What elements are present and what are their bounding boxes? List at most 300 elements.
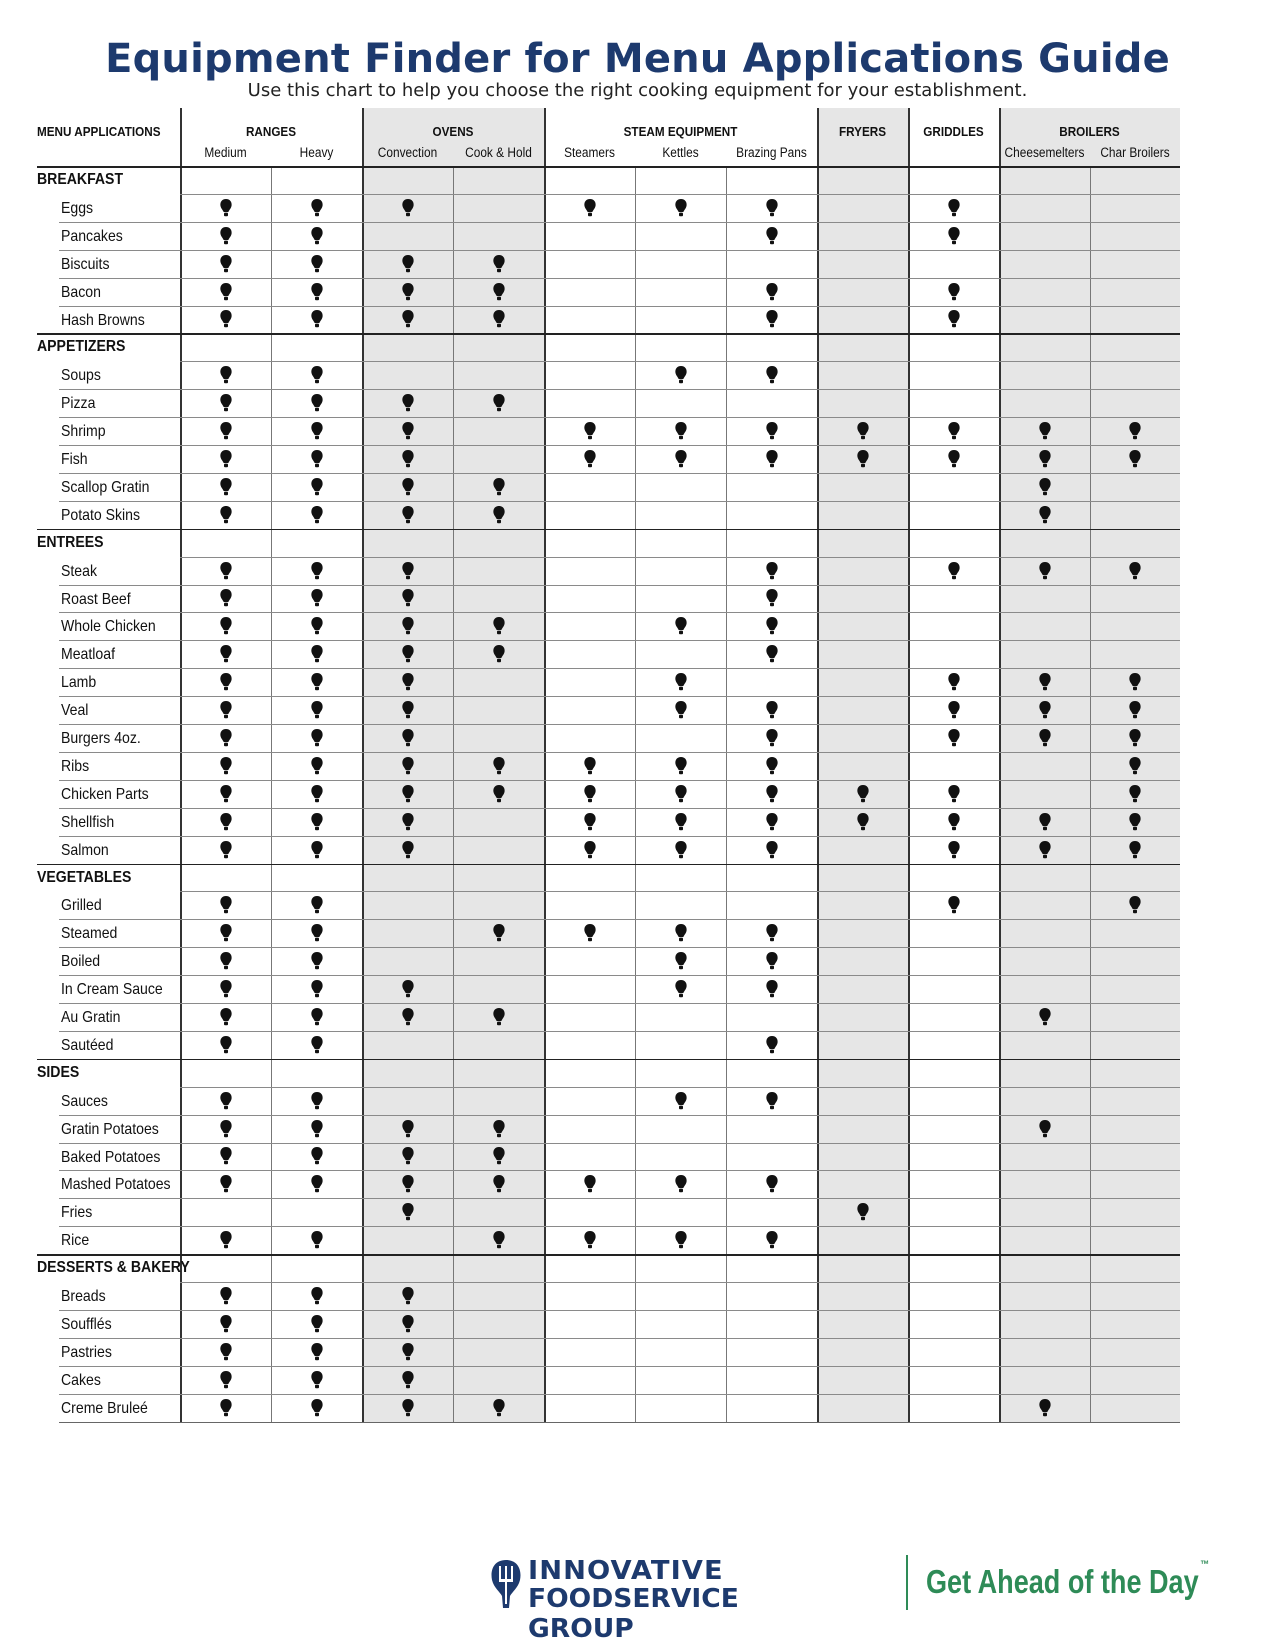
bulb-marker-icon <box>765 1035 779 1055</box>
bulb-marker-icon <box>310 812 324 832</box>
row-rule <box>59 668 1180 669</box>
bulb-marker-icon <box>219 1342 233 1362</box>
bulb-marker-icon <box>583 421 597 441</box>
bulb-marker-icon <box>401 1314 415 1334</box>
bulb-marker-icon <box>674 1174 688 1194</box>
row-rule <box>59 1115 1180 1116</box>
bulb-marker-icon <box>765 840 779 860</box>
bulb-marker-icon <box>856 784 870 804</box>
bulb-marker-icon <box>674 198 688 218</box>
bulb-marker-icon <box>765 728 779 748</box>
row-rule <box>59 585 1180 586</box>
section-heading: ENTREES <box>37 533 104 551</box>
row-rule <box>59 696 1180 697</box>
column-line <box>271 166 272 1422</box>
bulb-marker-icon <box>219 421 233 441</box>
tagline <box>926 1559 1210 1601</box>
row-rule <box>59 1031 1180 1032</box>
bulb-marker-icon <box>947 198 961 218</box>
row-label: Eggs <box>61 199 94 217</box>
bulb-marker-icon <box>219 672 233 692</box>
section-heading: BREAKFAST <box>37 171 124 188</box>
row-rule <box>59 278 1180 279</box>
bulb-marker-icon <box>401 421 415 441</box>
bulb-marker-icon <box>310 756 324 776</box>
row-label: Baked Potatoes <box>61 1148 161 1166</box>
bulb-marker-icon <box>219 449 233 469</box>
bulb-marker-icon <box>219 951 233 971</box>
bulb-marker-icon <box>310 1119 324 1139</box>
bulb-marker-icon <box>219 1035 233 1055</box>
footer-divider <box>906 1555 908 1610</box>
bulb-marker-icon <box>674 979 688 999</box>
row-label: Sauces <box>61 1092 108 1110</box>
bulb-marker-icon <box>947 421 961 441</box>
row-label: Potato Skins <box>61 506 141 524</box>
header-group-ovens: OVENS <box>432 124 474 139</box>
row-label: Creme Bruleé <box>61 1399 148 1417</box>
bulb-marker-icon <box>219 923 233 943</box>
bulb-marker-icon <box>856 449 870 469</box>
bulb-marker-icon <box>401 728 415 748</box>
bulb-marker-icon <box>401 644 415 664</box>
bulb-marker-icon <box>674 840 688 860</box>
bulb-marker-icon <box>219 198 233 218</box>
bulb-marker-icon <box>947 226 961 246</box>
bulb-marker-icon <box>310 644 324 664</box>
header-group-griddles: GRIDDLES <box>923 124 984 139</box>
bulb-marker-icon <box>219 979 233 999</box>
section-rule <box>37 1254 1180 1256</box>
bulb-marker-icon <box>1128 672 1142 692</box>
bulb-marker-icon <box>310 449 324 469</box>
bulb-marker-icon <box>219 1146 233 1166</box>
bulb-marker-icon <box>674 421 688 441</box>
bulb-marker-icon <box>765 951 779 971</box>
row-rule <box>59 1198 1180 1199</box>
bulb-marker-icon <box>492 616 506 636</box>
row-rule <box>59 1003 1180 1004</box>
bulb-marker-icon <box>492 1230 506 1250</box>
bulb-marker-icon <box>674 365 688 385</box>
bulb-marker-icon <box>1038 449 1052 469</box>
row-label: Pizza <box>61 395 96 413</box>
bulb-marker-icon <box>1128 756 1142 776</box>
bulb-marker-icon <box>765 198 779 218</box>
bulb-marker-icon <box>310 923 324 943</box>
bulb-marker-icon <box>765 226 779 246</box>
bulb-marker-icon <box>401 1342 415 1362</box>
row-label: Cakes <box>61 1371 101 1389</box>
bulb-marker-icon <box>401 756 415 776</box>
bulb-marker-icon <box>310 198 324 218</box>
bulb-marker-icon <box>310 1286 324 1306</box>
bulb-marker-icon <box>219 282 233 302</box>
bulb-marker-icon <box>1128 840 1142 860</box>
bulb-marker-icon <box>1038 421 1052 441</box>
bulb-marker-icon <box>310 477 324 497</box>
row-label: Grilled <box>61 897 102 915</box>
row-rule <box>59 473 1180 474</box>
bulb-marker-icon <box>492 784 506 804</box>
bulb-marker-icon <box>219 1091 233 1111</box>
header-group-broilers: BROILERS <box>1059 124 1120 139</box>
bulb-marker-icon <box>219 1398 233 1418</box>
bulb-marker-icon <box>947 309 961 329</box>
bulb-marker-icon <box>401 561 415 581</box>
bulb-marker-icon <box>492 1146 506 1166</box>
bulb-marker-icon <box>401 254 415 274</box>
row-rule <box>180 361 1180 362</box>
row-label: Whole Chicken <box>61 618 156 636</box>
row-label: Gratin Potatoes <box>61 1120 159 1138</box>
bulb-marker-icon <box>219 895 233 915</box>
column-line <box>453 166 454 1422</box>
bulb-marker-icon <box>401 1370 415 1390</box>
bulb-marker-icon <box>765 616 779 636</box>
row-label: Rice <box>61 1232 90 1250</box>
row-label: Salmon <box>61 841 109 859</box>
header-sub-convection: Convection <box>377 145 438 160</box>
bulb-marker-icon <box>765 700 779 720</box>
bulb-marker-icon <box>674 756 688 776</box>
bulb-marker-icon <box>1128 728 1142 748</box>
bulb-marker-icon <box>1038 1007 1052 1027</box>
row-rule <box>59 919 1180 920</box>
row-rule <box>59 389 1180 390</box>
bulb-marker-icon <box>492 756 506 776</box>
bulb-marker-icon <box>583 784 597 804</box>
bulb-marker-icon <box>856 1202 870 1222</box>
bulb-marker-icon <box>492 1398 506 1418</box>
row-label: Meatloaf <box>61 646 116 664</box>
bulb-marker-icon <box>765 588 779 608</box>
bulb-marker-icon <box>219 1286 233 1306</box>
bulb-marker-icon <box>1038 700 1052 720</box>
bulb-marker-icon <box>219 700 233 720</box>
bulb-marker-icon <box>674 672 688 692</box>
bulb-marker-icon <box>219 1314 233 1334</box>
row-rule <box>59 808 1180 809</box>
bulb-marker-icon <box>401 309 415 329</box>
section-heading: APPETIZERS <box>37 338 126 356</box>
row-rule <box>59 1366 1180 1367</box>
header-rule <box>37 166 1180 168</box>
column-line <box>635 166 636 1422</box>
bulb-marker-icon <box>401 1286 415 1306</box>
header-group-fryers: FRYERS <box>838 124 887 139</box>
bulb-marker-icon <box>765 1230 779 1250</box>
row-rule <box>180 1282 1180 1283</box>
row-rule <box>59 1422 1180 1423</box>
bulb-marker-icon <box>219 644 233 664</box>
row-label: Mashed Potatoes <box>61 1176 171 1194</box>
bulb-marker-icon <box>219 1370 233 1390</box>
row-label: Scallop Gratin <box>61 478 150 496</box>
bulb-marker-icon <box>1038 840 1052 860</box>
row-rule <box>59 780 1180 781</box>
bulb-marker-icon <box>219 226 233 246</box>
bulb-marker-icon <box>310 728 324 748</box>
row-label: Hash Browns <box>61 311 145 329</box>
bulb-marker-icon <box>674 784 688 804</box>
row-label: Roast Beef <box>61 590 131 608</box>
bulb-marker-icon <box>310 1398 324 1418</box>
bulb-marker-icon <box>583 1174 597 1194</box>
row-label: Au Gratin <box>61 1009 121 1026</box>
bulb-marker-icon <box>310 1370 324 1390</box>
row-rule <box>59 1394 1180 1395</box>
row-label: Boiled <box>61 953 101 971</box>
bulb-marker-icon <box>674 1230 688 1250</box>
bulb-marker-icon <box>401 700 415 720</box>
fork-spoon-icon <box>488 1558 524 1610</box>
row-label: Pastries <box>61 1343 112 1361</box>
row-rule <box>180 194 1180 195</box>
bulb-marker-icon <box>1038 812 1052 832</box>
bulb-marker-icon <box>219 561 233 581</box>
bulb-marker-icon <box>765 812 779 832</box>
bulb-marker-icon <box>310 1174 324 1194</box>
page-title: Equipment Finder for Menu Applications Guide <box>105 36 1170 82</box>
bulb-marker-icon <box>1038 505 1052 525</box>
row-label: Shrimp <box>61 423 106 441</box>
bulb-marker-icon <box>401 505 415 525</box>
bulb-marker-icon <box>674 812 688 832</box>
bulb-marker-icon <box>1038 672 1052 692</box>
bulb-marker-icon <box>219 728 233 748</box>
bulb-marker-icon <box>1038 728 1052 748</box>
bulb-marker-icon <box>401 477 415 497</box>
bulb-marker-icon <box>492 644 506 664</box>
header-sub-char-broilers: Char Broilers <box>1100 145 1170 160</box>
bulb-marker-icon <box>856 421 870 441</box>
logo-text-line2: FOODSERVICE GROUP <box>528 1584 739 1644</box>
bulb-marker-icon <box>947 784 961 804</box>
bulb-marker-icon <box>310 561 324 581</box>
bulb-marker-icon <box>1038 477 1052 497</box>
bulb-marker-icon <box>947 895 961 915</box>
bulb-marker-icon <box>401 1174 415 1194</box>
bulb-marker-icon <box>1038 1119 1052 1139</box>
bulb-marker-icon <box>1128 784 1142 804</box>
bulb-marker-icon <box>1128 812 1142 832</box>
row-rule <box>59 947 1180 948</box>
header-menu-applications: MENU APPLICATIONS <box>37 124 161 139</box>
row-label: Sautéed <box>61 1036 114 1054</box>
bulb-marker-icon <box>219 812 233 832</box>
header-group-steam-equipment: STEAM EQUIPMENT <box>623 124 738 139</box>
row-label: Burgers 4oz. <box>61 730 141 747</box>
bulb-marker-icon <box>947 282 961 302</box>
page-subtitle: Use this chart to help you choose the right cooking equipment for your establishment. <box>247 80 1028 101</box>
column-line <box>726 166 727 1422</box>
bulb-marker-icon <box>310 840 324 860</box>
section-rule <box>37 529 1180 531</box>
row-rule <box>59 501 1180 502</box>
row-rule <box>59 445 1180 446</box>
bulb-marker-icon <box>310 672 324 692</box>
bulb-marker-icon <box>219 393 233 413</box>
bulb-marker-icon <box>219 840 233 860</box>
bulb-marker-icon <box>947 561 961 581</box>
row-rule <box>59 612 1180 613</box>
bulb-marker-icon <box>310 309 324 329</box>
bulb-marker-icon <box>765 421 779 441</box>
header-sub-heavy: Heavy <box>299 145 334 160</box>
row-rule <box>59 222 1180 223</box>
bulb-marker-icon <box>492 282 506 302</box>
row-label: Steamed <box>61 925 118 943</box>
bulb-marker-icon <box>765 561 779 581</box>
header-sub-brazing-pans: Brazing Pans <box>736 145 807 160</box>
bulb-marker-icon <box>310 1091 324 1111</box>
bulb-marker-icon <box>401 784 415 804</box>
row-label: Shellfish <box>61 813 115 831</box>
row-rule <box>59 724 1180 725</box>
bulb-marker-icon <box>401 1007 415 1027</box>
bulb-marker-icon <box>947 449 961 469</box>
bulb-marker-icon <box>583 923 597 943</box>
header-sub-medium: Medium <box>204 145 247 160</box>
bulb-marker-icon <box>1038 561 1052 581</box>
bulb-marker-icon <box>310 1035 324 1055</box>
row-rule <box>59 1170 1180 1171</box>
bulb-marker-icon <box>492 477 506 497</box>
bulb-marker-icon <box>310 505 324 525</box>
row-label: Veal <box>61 702 89 720</box>
bulb-marker-icon <box>401 588 415 608</box>
bulb-marker-icon <box>492 393 506 413</box>
row-rule <box>59 306 1180 307</box>
bulb-marker-icon <box>1128 421 1142 441</box>
row-label: Fries <box>61 1204 93 1222</box>
row-rule <box>59 250 1180 251</box>
header-sub-cheesemelters: Cheesemelters <box>1004 145 1085 160</box>
row-label: Breads <box>61 1288 106 1305</box>
bulb-marker-icon <box>947 812 961 832</box>
bulb-marker-icon <box>219 588 233 608</box>
bulb-marker-icon <box>492 1174 506 1194</box>
bulb-marker-icon <box>310 282 324 302</box>
bulb-marker-icon <box>401 812 415 832</box>
bulb-marker-icon <box>765 309 779 329</box>
bulb-marker-icon <box>219 254 233 274</box>
bulb-marker-icon <box>1128 449 1142 469</box>
bulb-marker-icon <box>1128 561 1142 581</box>
bulb-marker-icon <box>765 923 779 943</box>
row-label: Fish <box>61 451 88 468</box>
bulb-marker-icon <box>1128 700 1142 720</box>
row-rule <box>180 557 1180 558</box>
bulb-marker-icon <box>310 700 324 720</box>
bulb-marker-icon <box>765 644 779 664</box>
bulb-marker-icon <box>219 1119 233 1139</box>
bulb-marker-icon <box>674 700 688 720</box>
bulb-marker-icon <box>401 198 415 218</box>
row-label: Soufflés <box>61 1315 112 1333</box>
bulb-marker-icon <box>401 616 415 636</box>
bulb-marker-icon <box>219 477 233 497</box>
row-rule <box>59 1310 1180 1311</box>
bulb-marker-icon <box>765 756 779 776</box>
bulb-marker-icon <box>583 756 597 776</box>
row-label: Chicken Parts <box>61 785 149 803</box>
bulb-marker-icon <box>219 309 233 329</box>
bulb-marker-icon <box>947 840 961 860</box>
bulb-marker-icon <box>310 365 324 385</box>
section-rule <box>37 864 1180 866</box>
row-label: Bacon <box>61 283 101 301</box>
row-label: Lamb <box>61 674 97 692</box>
bulb-marker-icon <box>310 254 324 274</box>
row-rule <box>59 417 1180 418</box>
bulb-marker-icon <box>492 1119 506 1139</box>
row-label: Soups <box>61 367 101 385</box>
row-rule <box>59 836 1180 837</box>
bulb-marker-icon <box>310 393 324 413</box>
row-label: Ribs <box>61 757 90 775</box>
bulb-marker-icon <box>310 784 324 804</box>
bulb-marker-icon <box>219 784 233 804</box>
bulb-marker-icon <box>310 1314 324 1334</box>
bulb-marker-icon <box>310 895 324 915</box>
bulb-marker-icon <box>310 226 324 246</box>
bulb-marker-icon <box>401 449 415 469</box>
bulb-marker-icon <box>401 1202 415 1222</box>
row-rule <box>59 1143 1180 1144</box>
bulb-marker-icon <box>401 1146 415 1166</box>
logo-text-line1: INNOVATIVE <box>528 1556 724 1586</box>
bulb-marker-icon <box>310 588 324 608</box>
bulb-marker-icon <box>219 1174 233 1194</box>
bulb-marker-icon <box>401 1398 415 1418</box>
bulb-marker-icon <box>401 1119 415 1139</box>
bulb-marker-icon <box>401 840 415 860</box>
bulb-marker-icon <box>583 840 597 860</box>
bulb-marker-icon <box>674 951 688 971</box>
section-heading: VEGETABLES <box>37 868 132 886</box>
row-rule <box>180 891 1180 892</box>
bulb-marker-icon <box>310 1146 324 1166</box>
header-sub-kettles: Kettles <box>662 145 699 160</box>
row-rule <box>59 1338 1180 1339</box>
bulb-marker-icon <box>219 756 233 776</box>
bulb-marker-icon <box>1128 895 1142 915</box>
bulb-marker-icon <box>492 1007 506 1027</box>
bulb-marker-icon <box>401 672 415 692</box>
bulb-marker-icon <box>401 979 415 999</box>
section-rule <box>37 1059 1180 1061</box>
bulb-marker-icon <box>401 282 415 302</box>
row-rule <box>180 1087 1180 1088</box>
bulb-marker-icon <box>765 365 779 385</box>
bulb-marker-icon <box>765 282 779 302</box>
bulb-marker-icon <box>219 1230 233 1250</box>
bulb-marker-icon <box>219 1007 233 1027</box>
section-heading: DESSERTS & BAKERY <box>37 1259 190 1277</box>
bulb-marker-icon <box>765 1174 779 1194</box>
bulb-marker-icon <box>492 254 506 274</box>
bulb-marker-icon <box>310 616 324 636</box>
tagline-text: Get Ahead of the Day <box>926 1563 1199 1600</box>
header-sub-steamers: Steamers <box>564 145 615 160</box>
bulb-marker-icon <box>492 505 506 525</box>
bulb-marker-icon <box>856 812 870 832</box>
bulb-marker-icon <box>219 616 233 636</box>
bulb-marker-icon <box>765 784 779 804</box>
bulb-marker-icon <box>401 393 415 413</box>
